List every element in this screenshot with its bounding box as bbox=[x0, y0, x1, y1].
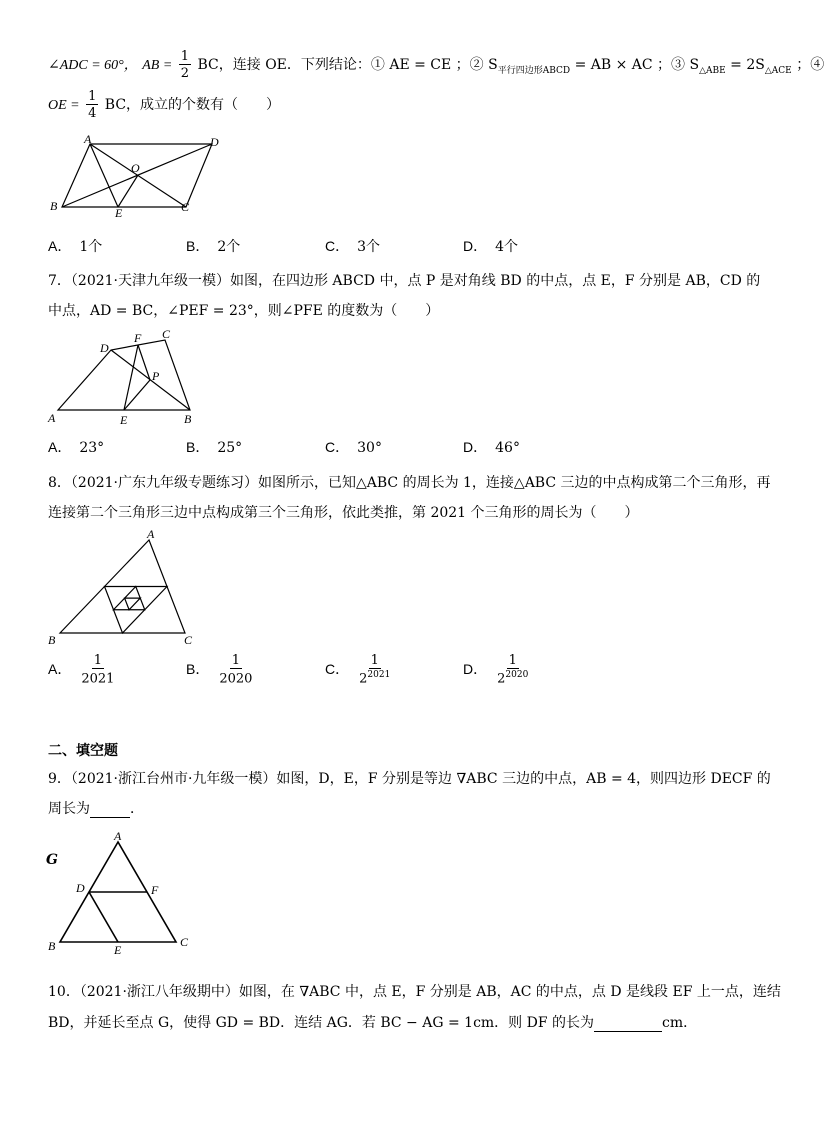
label-a: A bbox=[147, 527, 155, 541]
q7-line1: 7．（2021·天津九年级一模）如图，在四边形 ABCD 中，点 P 是对角线 BD 的中点，点 E，F 分别是 AB，CD 的 bbox=[48, 273, 761, 289]
q7-line2: 中点，AD = BC，∠PEF = 23°，则∠PFE 的度数为（ ） bbox=[48, 303, 440, 319]
label-p: P bbox=[152, 369, 160, 383]
q10-line2 bbox=[48, 1012, 697, 1032]
diagonal-bd bbox=[111, 350, 190, 410]
frac-num: 1 bbox=[370, 653, 379, 668]
option-label: B． bbox=[186, 238, 210, 254]
option-text: 1个 bbox=[79, 239, 103, 255]
option-label: C． bbox=[325, 660, 350, 677]
frac-den-exp: 2020 bbox=[505, 670, 529, 680]
option-label: D． bbox=[463, 439, 488, 455]
q6-sub: △ACE bbox=[764, 65, 792, 76]
quadrilateral-abcd bbox=[58, 340, 190, 410]
option-label: A． bbox=[48, 439, 72, 455]
q8-option-b[interactable] bbox=[186, 654, 254, 685]
q10-line1: 10．（2021·浙江八年级期中）如图，在 ∇ABC 中，点 E，F 分别是 AB，AC 的中点，点 D 是线段 EF 上一点，连结 bbox=[48, 984, 781, 1000]
q10-text-end: cm． bbox=[662, 1015, 698, 1031]
segment-ef bbox=[124, 345, 138, 410]
q9-line1: 9．（2021·浙江台州市·九年级一模）如图，D，E，F 分别是等边 ∇ABC 三边的中点，AB = 4，则四边形 DECF 的 bbox=[48, 771, 771, 787]
label-a: A bbox=[84, 132, 92, 146]
option-text: 2个 bbox=[217, 239, 241, 255]
option-label: B． bbox=[186, 660, 210, 677]
option-label: D． bbox=[463, 238, 488, 254]
q8-line2: 连接第二个三角形三边中点构成第三个三角形，依此类推，第 2021 个三角形的周长为（ ） bbox=[48, 505, 639, 521]
q6-line2 bbox=[48, 90, 280, 120]
label-a: A bbox=[114, 829, 122, 843]
label-c: C bbox=[181, 200, 190, 214]
option-fraction bbox=[219, 654, 252, 685]
label-f: F bbox=[151, 883, 159, 897]
option-text: 4个 bbox=[495, 239, 519, 255]
label-f: F bbox=[134, 331, 142, 345]
label-d: D bbox=[76, 881, 85, 895]
q8-option-d[interactable] bbox=[463, 654, 530, 685]
q6-text: ；④ bbox=[791, 57, 824, 73]
label-c: C bbox=[184, 633, 193, 647]
label-a: A bbox=[48, 411, 56, 425]
frac-den-base: 2 bbox=[497, 671, 506, 687]
frac-num: 1 bbox=[180, 49, 190, 64]
q10-answer-blank[interactable] bbox=[594, 1015, 662, 1032]
frac-den-base: 2021 bbox=[81, 671, 115, 687]
label-b: B bbox=[184, 412, 192, 426]
label-d: D bbox=[100, 341, 109, 355]
q7-figure bbox=[48, 328, 208, 428]
q7-option-d[interactable] bbox=[463, 437, 520, 457]
option-label: A． bbox=[48, 660, 72, 677]
q10-text: BD，并延长至点 G，使得 GD = BD．连结 AG．若 BC − AG = 1cm．则 DF 的长为 bbox=[48, 1015, 595, 1031]
option-label: D． bbox=[463, 660, 488, 677]
segment-ep bbox=[124, 380, 150, 410]
q9-text-end: ． bbox=[130, 801, 144, 817]
label-o: O bbox=[131, 161, 140, 175]
q7-option-a[interactable] bbox=[48, 437, 104, 457]
option-label: C． bbox=[325, 439, 350, 455]
q7-option-b[interactable] bbox=[186, 437, 242, 457]
section-title: 二、填空题 bbox=[48, 742, 118, 758]
frac-den-exp: 2021 bbox=[367, 670, 391, 680]
stray-mark: G bbox=[46, 852, 58, 868]
label-b: B bbox=[48, 939, 56, 953]
frac-num: 1 bbox=[508, 653, 517, 668]
q6-text: = AB × AC ；③ S bbox=[570, 57, 700, 73]
q6-sub: 平行四边形ABCD bbox=[497, 65, 571, 76]
frac-num: 1 bbox=[231, 653, 241, 668]
q6-option-b[interactable] bbox=[186, 236, 240, 256]
segment-de bbox=[89, 892, 118, 942]
frac-den bbox=[359, 669, 390, 685]
frac-den: 2 bbox=[180, 66, 190, 81]
option-fraction bbox=[81, 654, 114, 685]
label-b: B bbox=[48, 633, 56, 647]
q6-line1 bbox=[48, 50, 824, 80]
option-label: B． bbox=[186, 439, 210, 455]
label-b: B bbox=[50, 199, 58, 213]
q6-text: ∠ADC = 60°， bbox=[48, 58, 138, 73]
q6-text: BC，连接 OE．下列结论：① AE = CE ；② S bbox=[197, 57, 498, 73]
q6-text: = 2S bbox=[725, 57, 765, 73]
q9-line2 bbox=[48, 798, 144, 818]
q8-line1: 8．（2021·广东九年级专题练习）如图所示，已知△ABC 的周长为 1，连接△ABC 三边的中点构成第二个三角形，再 bbox=[48, 475, 771, 491]
option-text: 46° bbox=[495, 440, 520, 456]
frac-den bbox=[497, 669, 528, 685]
frac-num: 1 bbox=[88, 89, 97, 104]
frac-den-base: 2 bbox=[359, 671, 368, 687]
label-e: E bbox=[114, 943, 122, 957]
label-e: E bbox=[120, 413, 128, 427]
q6-fraction bbox=[179, 50, 191, 80]
q8-option-c[interactable] bbox=[325, 654, 392, 685]
q6-figure bbox=[48, 132, 228, 222]
option-label: A． bbox=[48, 238, 72, 254]
label-c: C bbox=[180, 935, 189, 949]
q6-option-a[interactable] bbox=[48, 236, 102, 256]
label-e: E bbox=[115, 206, 123, 220]
q9-answer-blank[interactable] bbox=[90, 801, 130, 818]
q8-option-a[interactable] bbox=[48, 654, 116, 685]
q7-option-c[interactable] bbox=[325, 437, 382, 457]
option-fraction bbox=[497, 654, 528, 685]
label-d: D bbox=[210, 135, 219, 149]
option-text: 3个 bbox=[357, 239, 381, 255]
frac-den bbox=[81, 669, 114, 685]
option-fraction bbox=[359, 654, 390, 685]
q6-text: OE = bbox=[48, 98, 80, 113]
q9-text: 周长为 bbox=[48, 801, 90, 817]
frac-den-base: 2020 bbox=[219, 671, 253, 687]
option-text: 23° bbox=[79, 440, 105, 456]
option-text: 25° bbox=[217, 440, 243, 456]
q9-figure bbox=[48, 828, 198, 957]
triangle-4 bbox=[125, 598, 141, 610]
label-c: C bbox=[162, 327, 171, 341]
q6-text: AB = bbox=[142, 58, 173, 73]
q6-option-c[interactable] bbox=[325, 236, 380, 256]
frac-den bbox=[219, 669, 252, 685]
q6-sub: △ABE bbox=[699, 65, 726, 76]
frac-num: 1 bbox=[93, 653, 103, 668]
q6-option-d[interactable] bbox=[463, 236, 518, 256]
frac-den: 4 bbox=[88, 106, 97, 121]
option-text: 30° bbox=[357, 440, 382, 456]
q6-fraction bbox=[86, 90, 98, 120]
option-label: C． bbox=[325, 238, 350, 254]
q8-figure bbox=[48, 526, 208, 646]
q6-text: BC，成立的个数有（ ） bbox=[104, 97, 281, 113]
